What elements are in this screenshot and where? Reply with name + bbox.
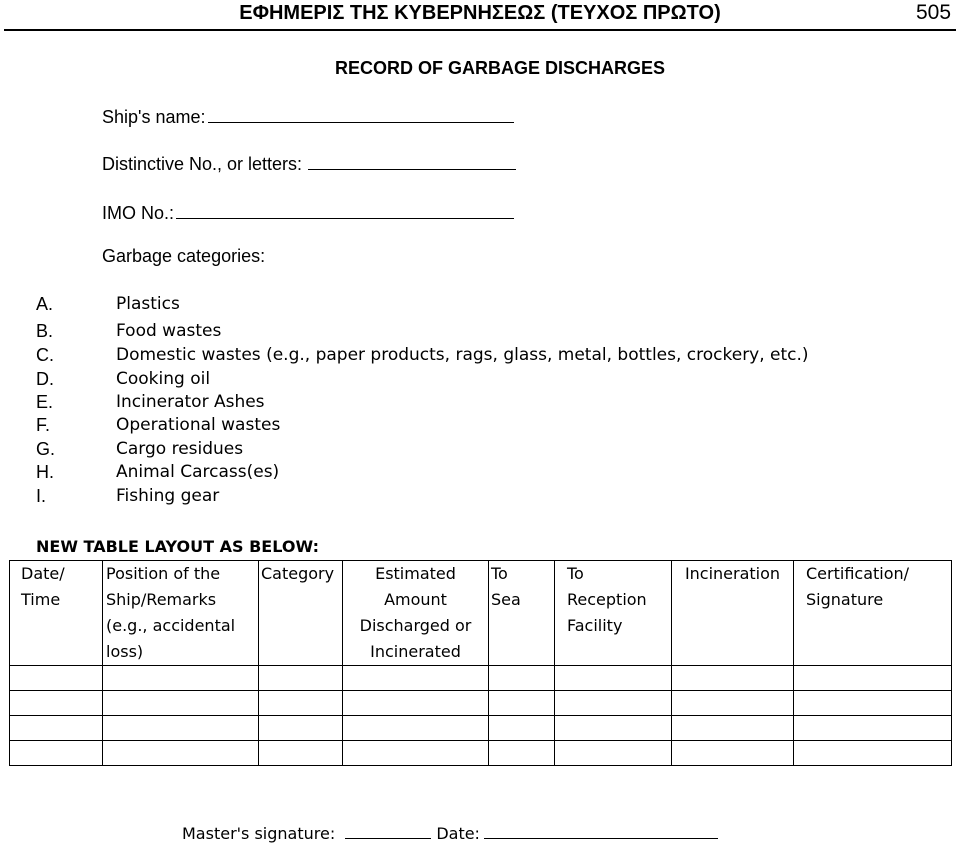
table-cell[interactable] <box>10 716 103 741</box>
category-letter: D. <box>36 369 54 389</box>
table-cell[interactable] <box>10 666 103 691</box>
ship-name-label: Ship's name: <box>102 107 206 127</box>
column-header-position: Position of the Ship/Remarks (e.g., accidental loss) <box>103 561 259 666</box>
table-cell[interactable] <box>489 716 555 741</box>
table-cell[interactable] <box>672 691 794 716</box>
category-letter: F. <box>36 415 51 435</box>
ship-name-field <box>102 104 514 128</box>
page-number: 505 <box>916 1 952 24</box>
table-cell[interactable] <box>794 691 952 716</box>
category-name: Animal Carcass(es) <box>116 462 280 482</box>
category-name: Incinerator Ashes <box>116 392 265 412</box>
gazette-title: ΕΦΗΜΕΡΙΣ ΤΗΣ ΚΥΒΕΡΝΗΣΕΩΣ (ΤΕΥΧΟΣ ΠΡΩΤΟ) <box>239 2 721 24</box>
distinctive-label: Distinctive No., or letters: <box>102 154 303 174</box>
table-cell[interactable] <box>555 716 672 741</box>
column-header-to-sea: To Sea <box>489 561 555 666</box>
table-cell[interactable] <box>103 716 259 741</box>
category-name: Cargo residues <box>116 439 244 459</box>
table-cell[interactable] <box>103 666 259 691</box>
record-title: RECORD OF GARBAGE DISCHARGES <box>334 58 666 78</box>
table-cell[interactable] <box>343 691 489 716</box>
category-name: Domestic wastes (e.g., paper products, rags, glass, metal, bottles, crockery, etc.) <box>116 345 809 365</box>
column-header-incineration: Incineration <box>672 561 794 666</box>
table-cell[interactable] <box>103 741 259 766</box>
table-cell[interactable] <box>555 741 672 766</box>
category-letter: B. <box>36 321 54 341</box>
table-cell[interactable] <box>343 666 489 691</box>
table-cell[interactable] <box>259 716 343 741</box>
category-letter: C. <box>36 345 54 365</box>
category-letter: I. <box>36 486 47 506</box>
imo-label: IMO No.: <box>102 203 175 223</box>
distinctive-blank[interactable] <box>308 151 516 170</box>
table-cell[interactable] <box>794 716 952 741</box>
date-blank[interactable] <box>484 822 718 839</box>
category-letter: A. <box>36 294 54 314</box>
categories-label: Garbage categories: <box>102 246 266 266</box>
table-cell[interactable] <box>672 666 794 691</box>
category-name: Cooking oil <box>116 369 211 389</box>
category-letter: G. <box>36 439 56 459</box>
table-cell[interactable] <box>10 741 103 766</box>
table-header-row <box>10 561 952 666</box>
master-signature-blank[interactable] <box>345 822 431 839</box>
table-cell[interactable] <box>259 691 343 716</box>
column-header-estimated-amount: Estimated Amount Discharged or Incinerated <box>343 561 489 666</box>
table-cell[interactable] <box>489 666 555 691</box>
date-label: Date: <box>436 824 480 843</box>
ship-name-blank[interactable] <box>208 104 514 123</box>
table-row <box>10 691 952 716</box>
imo-field <box>102 200 514 224</box>
column-header-date-time: Date/ Time <box>10 561 103 666</box>
table-row <box>10 716 952 741</box>
column-header-certification: Certification/ Signature <box>794 561 952 666</box>
table-row <box>10 741 952 766</box>
table-cell[interactable] <box>794 741 952 766</box>
table-cell[interactable] <box>489 691 555 716</box>
category-name: Food wastes <box>116 321 222 341</box>
table-cell[interactable] <box>489 741 555 766</box>
table-cell[interactable] <box>103 691 259 716</box>
table-cell[interactable] <box>672 741 794 766</box>
distinctive-field <box>102 151 516 175</box>
table-cell[interactable] <box>672 716 794 741</box>
category-name: Operational wastes <box>116 415 281 435</box>
column-header-category: Category <box>259 561 343 666</box>
category-name: Fishing gear <box>116 486 220 506</box>
table-cell[interactable] <box>259 666 343 691</box>
category-letter: H. <box>36 462 54 482</box>
category-name: Plastics <box>116 294 180 314</box>
table-layout-heading: NEW TABLE LAYOUT AS BELOW: <box>36 537 320 556</box>
table-cell[interactable] <box>794 666 952 691</box>
garbage-record-table <box>9 560 952 766</box>
table-cell[interactable] <box>10 691 103 716</box>
table-cell[interactable] <box>259 741 343 766</box>
table-row <box>10 666 952 691</box>
imo-blank[interactable] <box>176 200 514 219</box>
table-cell[interactable] <box>343 716 489 741</box>
table-cell[interactable] <box>555 691 672 716</box>
table-cell[interactable] <box>555 666 672 691</box>
table-cell[interactable] <box>343 741 489 766</box>
category-letter: E. <box>36 392 54 412</box>
master-signature-label: Master's signature: <box>182 824 336 843</box>
column-header-reception-facility: To Reception Facility <box>555 561 672 666</box>
header-rule <box>4 29 956 31</box>
signature-line <box>182 822 718 843</box>
